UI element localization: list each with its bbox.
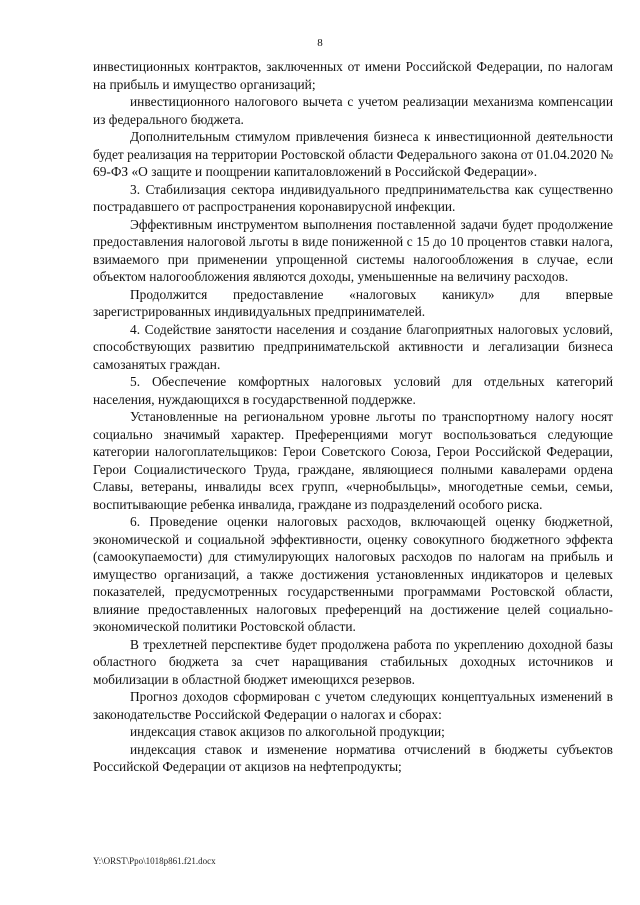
paragraph: Установленные на региональном уровне льготы по транспортному налогу носят социально значимый характер. Преференциями могут воспользоваться следующие категории налогоплательщиков: Герои Советского Союза, Герои Российской Федерации, Герои Социалистического Труда, граждане, являющиеся полными кавалерами ордена Славы, ветераны, инвалиды всех групп, «чернобыльцы», многодетные семьи, семьи, воспитывающие ребенка инвалида, граждане из подразделений особого риска. (93, 409, 613, 512)
paragraph: 5. Обеспечение комфортных налоговых условий для отдельных категорий населения, нуждающихся в государственной поддержке. (93, 374, 613, 407)
paragraph: индексация ставок и изменение норматива отчислений в бюджеты субъектов Российской Федерации от акцизов на нефтепродукты; (93, 741, 613, 774)
paragraph: 3. Стабилизация сектора индивидуального предпринимательства как существенно пострадавшего от распространения коронавирусной инфекции. (93, 181, 613, 214)
paragraph: Эффективным инструментом выполнения поставленной задачи будет продолжение предоставления налоговой льготы в виде пониженной с 15 до 10 процентов ставки налога, взимаемого при применении упрощенной системы налогообложения в случае, если объектом налогообложения являются доходы, уменьшенные на величину расходов. (93, 216, 613, 284)
paragraph: Дополнительным стимулом привлечения бизнеса к инвестиционной деятельности будет реализация на территории Ростовской области Федерального закона от 01.04.2020 № 69-ФЗ «О защите и поощрении капиталовложений в Российской Федерации». (93, 129, 613, 179)
file-path-footer: Y:\ORST\Ppo\1018p861.f21.docx (93, 856, 216, 866)
paragraph: В трехлетней перспективе будет продолжена работа по укреплению доходной базы областного бюджета за счет наращивания стабильных доходных источников и мобилизации в областной бюджет имеющихся резервов. (93, 636, 613, 687)
paragraph: инвестиционного налогового вычета с учетом реализации механизма компенсации из федерального бюджета. (93, 94, 613, 127)
document-body (93, 58, 613, 776)
paragraph: 6. Проведение оценки налоговых расходов, включающей оценку бюджетной, экономической и социальной эффективности, оценку совокупного бюджетного эффекта (самоокупаемости) для стимулирующих налоговых расходов по налогам на прибыль и имущество организаций, а также достижения установленных индикаторов и целевых показателей, предусмотренных государственными программами Ростовской области, влияние предоставленных налоговых преференций на достижение целей социально-экономической политики Ростовской области. (93, 514, 613, 634)
paragraph: Продолжится предоставление «налоговых каникул» для впервые зарегистрированных индивидуальных предпринимателей. (93, 286, 613, 319)
paragraph: индексация ставок акцизов по алкогольной продукции; (130, 724, 445, 739)
paragraph: инвестиционных контрактов, заключенных от имени Российской Федерации, по налогам на прибыль и имущество организаций; (93, 59, 613, 92)
paragraph: Прогноз доходов сформирован с учетом следующих концептуальных изменений в законодательстве Российской Федерации о налогах и сборах: (93, 689, 613, 722)
page-number: 8 (317, 37, 323, 49)
paragraph: 4. Содействие занятости населения и создание благоприятных налоговых условий, способствующих развитию предпринимательской активности и легализации бизнеса самозанятых граждан. (93, 321, 613, 372)
